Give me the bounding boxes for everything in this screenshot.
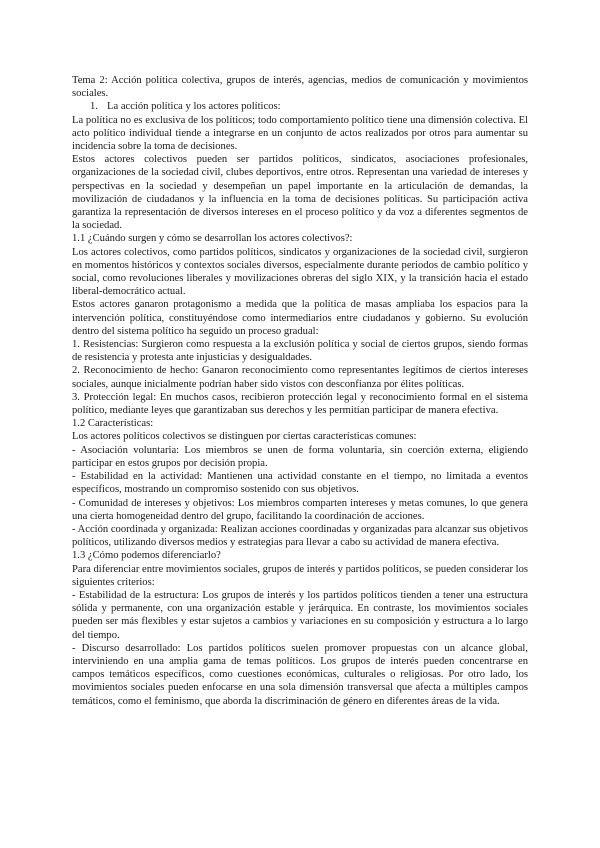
criterion-estructura: - Estabilidad de la estructura: Los grupos de interés y los partidos políticos tienden a tener una estructura sólida y permanente, con una organización estable y jerárquica. En contraste, los movimientos sociales pueden ser más flexibles y estar sujetos a cambios y variaciones en su composición y estructura a lo largo del tiempo. (72, 589, 528, 641)
list-item-proteccion: 3. Protección legal: En muchos casos, recibieron protección legal y reconocimiento formal en el sistema político, mediante leyes que garantizaban sus derechos y les permitían participar de manera efectiva. (72, 391, 528, 417)
document-page (72, 74, 528, 708)
characteristic-asociacion: - Asociación voluntaria: Los miembros se unen de forma voluntaria, sin coerción externa, eligiendo participar en estos grupos por decisión propia. (72, 444, 528, 469)
paragraph-5: Los actores políticos colectivos se distinguen por ciertas características comunes: (72, 431, 417, 443)
paragraph-2: Estos actores colectivos pueden ser partidos políticos, sindicatos, asociaciones profesionales, organizaciones de la sociedad civil, clubes deportivos, entre otros. Representan una variedad de intereses y perspectivas en la sociedad y desempeñan un papel importante en la articulación de demandas, la movilización de ciudadanos y la influencia en la toma de decisiones políticas. Su participación activa garantiza la representación de diversos intereses en el proceso político y da voz a diferentes segmentos de la sociedad. (72, 154, 528, 232)
list-item-reconocimiento: 2. Reconocimiento de hecho: Ganaron reconocimiento como representantes legítimos de ciertos intereses sociales, aunque inicialmente podrían haber sido vistos con desconfianza por élites políticas. (72, 365, 528, 390)
paragraph-4: Estos actores ganaron protagonismo a medida que la política de masas ampliaba los espacios para la intervención política, constituyéndose como intermediarios entre ciudadanos y gobierno. Su evolución dentro del sistema político ha seguido un proceso gradual: (72, 299, 528, 337)
paragraph-6: Para diferenciar entre movimientos sociales, grupos de interés y partidos políticos, se pueden considerar los siguientes criterios: (72, 563, 528, 588)
criterion-discurso: - Discurso desarrollado: Los partidos políticos suelen promover propuestas con un alcance global, interviniendo en una amplia gama de temas políticos. Los grupos de interés pueden concentrarse en campos temáticos específicos, como cuestiones económicas, culturales o religiosas. Por otro lado, los movimientos sociales pueden enfocarse en una sola dimensión transversal que afecta a múltiples campos temáticos, como el feminismo, que aborda la discriminación de género en diferentes áreas de la vida. (72, 642, 528, 707)
subsection-1-2-heading: 1.2 Características: (72, 418, 154, 430)
section-1-label: La acción política y los actores políticos: (107, 101, 281, 113)
characteristic-comunidad: - Comunidad de intereses y objetivos: Los miembros comparten intereses y metas comunes, lo que genera una cierta homogeneidad dentro del grupo, facilitando la coordinación de acciones. (72, 497, 528, 522)
characteristic-estabilidad: - Estabilidad en la actividad: Mantienen una actividad constante en el tiempo, no limitada a eventos específicos, mostrando un compromiso sostenido con sus objetivos. (72, 471, 528, 496)
subsection-1-3-heading: 1.3 ¿Cómo podemos diferenciarlo? (72, 550, 221, 562)
section-1-number: 1. (90, 101, 98, 113)
paragraph-1: La política no es exclusiva de los políticos; todo comportamiento político tiene una dimensión colectiva. El acto político individual tiende a integrarse en un conjunto de actos realizados por otros para aumentar su incidencia sobre la toma de decisiones. (72, 114, 528, 153)
subsection-1-1-heading: 1.1 ¿Cuándo surgen y cómo se desarrollan los actores colectivos?: (72, 233, 353, 245)
document-title: Tema 2: Acción política colectiva, grupos de interés, agencias, medios de comunicación y movimientos sociales. (72, 75, 528, 100)
paragraph-3: Los actores colectivos, como partidos políticos, sindicatos y organizaciones de la sociedad civil, surgieron en momentos históricos y contextos sociales diversos, especialmente durante periodos de cambio político y social, como revoluciones liberales y movilizaciones obreras del siglo XIX, y la transición hacia el estado liberal-democrático actual. (72, 246, 528, 298)
list-item-resistencias: 1. Resistencias: Surgieron como respuesta a la exclusión política y social de ciertos grupos, siendo formas de resistencia y protesta ante injusticias y desigualdades. (72, 339, 528, 364)
section-1-heading (72, 100, 528, 113)
characteristic-accion: - Acción coordinada y organizada: Realizan acciones coordinadas y organizadas para alcanzar sus objetivos políticos, utilizando diversos medios y estrategias para llevar a cabo su actividad de manera efectiva. (72, 523, 528, 549)
